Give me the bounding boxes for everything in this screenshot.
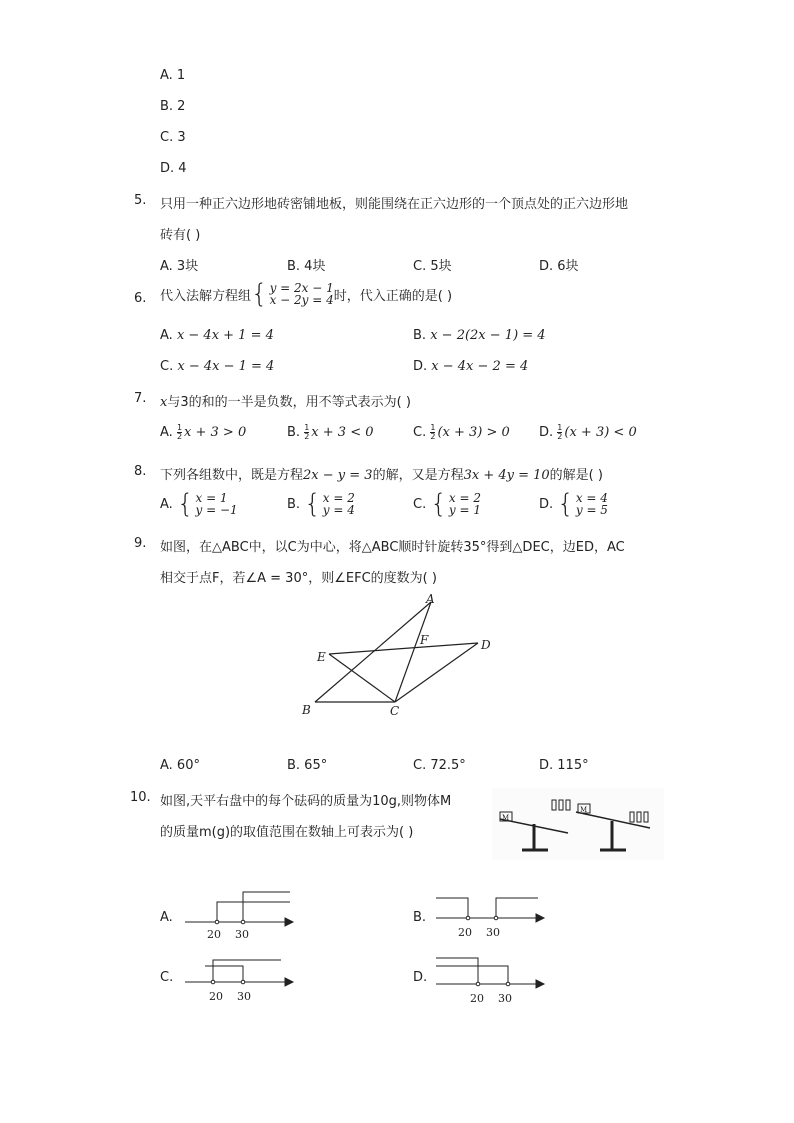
- svg-text:30: 30: [237, 990, 251, 1003]
- q6-option-a: A. x − 4x + 1 = 4: [160, 328, 274, 343]
- q4-option-b: B. 2: [160, 99, 186, 114]
- q10-stem-line1: 如图,天平右盘中的每个砝码的质量为10g,则物体M: [160, 794, 452, 809]
- q7-option-c: C. $\frac{1}{2}$ (x + 3) > 0: [413, 423, 510, 441]
- svg-text:30: 30: [235, 928, 249, 941]
- q5-stem-line2: 砖有( ): [160, 228, 201, 243]
- svg-text:20: 20: [458, 926, 472, 939]
- q5-option-c: C. 5块: [413, 259, 452, 274]
- q5-option-a: A. 3块: [160, 259, 199, 274]
- q9-number: 9.: [134, 536, 147, 551]
- q10-option-b-label: B.: [413, 910, 427, 925]
- q8-option-a: A. { x = 1 y = −1: [160, 489, 238, 519]
- q4-option-d: D. 4: [160, 161, 187, 176]
- svg-text:20: 20: [470, 992, 484, 1005]
- q9-figure: [295, 590, 500, 720]
- q6-option-b: B. x − 2(2x − 1) = 4: [413, 328, 546, 343]
- q6-system: { y = 2x − 1 x − 2y = 4: [251, 279, 334, 309]
- q9-segment-ed: [329, 643, 478, 654]
- q5-stem-line1: 只用一种正六边形地砖密铺地板，则能围绕在正六边形的一个顶点处的正六边形地: [160, 197, 629, 212]
- svg-text:30: 30: [486, 926, 500, 939]
- q9-label-d: D: [481, 638, 491, 652]
- q10-option-b-numberline: [436, 888, 548, 944]
- q6-number: 6.: [134, 291, 147, 306]
- q10-balance-figure: [492, 788, 664, 860]
- q9-label-b: B: [302, 703, 311, 717]
- q10-option-d-label: D.: [413, 970, 428, 985]
- q9-label-f: F: [420, 633, 429, 647]
- q4-option-a: A. 1: [160, 68, 186, 83]
- q6-eq2: x − 2y = 4: [269, 293, 334, 307]
- q10-stem-line2: 的质量m(g)的取值范围在数轴上可表示为( ): [160, 825, 414, 840]
- q10-option-d-numberline: [436, 952, 548, 1008]
- q6-option-c: C. x − 4x − 1 = 4: [160, 359, 275, 374]
- balance-left-m-label: M: [502, 814, 510, 822]
- q9-option-c: C. 72.5°: [413, 758, 466, 773]
- q5-number: 5.: [134, 193, 147, 208]
- q8-number: 8.: [134, 464, 147, 479]
- q6-option-d: D. x − 4x − 2 = 4: [413, 359, 529, 374]
- q7-var: x: [160, 395, 168, 410]
- svg-text:20: 20: [207, 928, 221, 941]
- q9-label-e: E: [317, 650, 326, 664]
- q9-stem-line1: 如图，在△ABC中，以C为中心，将△ABC顺时针旋转35°得到△DEC，边ED，AC: [160, 540, 625, 555]
- q10-option-c-numberline: [185, 952, 295, 1008]
- q6-stem-pre: 代入法解方程组: [160, 288, 252, 304]
- q9-segment-dc: [395, 643, 478, 702]
- q7-option-a: A. $\frac{1}{2}$ x + 3 > 0: [160, 423, 247, 441]
- q8-option-d: D. { x = 4 y = 5: [539, 489, 608, 519]
- q4-option-c: C. 3: [160, 130, 186, 145]
- q9-label-c: C: [390, 704, 400, 718]
- q7-stem: [160, 391, 411, 410]
- q10-option-a-numberline: [185, 888, 295, 944]
- q5-option-d: D. 6块: [539, 259, 579, 274]
- q9-label-a: A: [426, 592, 435, 606]
- q10-option-c-label: C.: [160, 970, 174, 985]
- q7-option-b: B. $\frac{1}{2}$ x + 3 < 0: [287, 423, 374, 441]
- q9-stem-line2: 相交于点F，若∠A = 30°，则∠EFC的度数为( ): [160, 571, 437, 586]
- q7-stem-text: 与3的和的一半是负数，用不等式表示为( ): [167, 395, 411, 410]
- q9-option-a: A. 60°: [160, 758, 200, 773]
- svg-text:30: 30: [498, 992, 512, 1005]
- q6-eq1: y = 2x − 1: [269, 281, 334, 295]
- q7-number: 7.: [134, 391, 147, 406]
- q10-option-a-label: A.: [160, 910, 173, 925]
- q8-option-c: C. { x = 2 y = 1: [413, 489, 482, 519]
- q7-option-d: D. $\frac{1}{2}$ (x + 3) < 0: [539, 423, 637, 441]
- q9-option-d: D. 115°: [539, 758, 589, 773]
- q9-option-b: B. 65°: [287, 758, 328, 773]
- q10-number: 10.: [130, 790, 151, 805]
- q8-option-b: B. { x = 2 y = 4: [287, 489, 355, 519]
- q6-stem-post: 时，代入正确的是( ): [333, 288, 453, 304]
- svg-text:20: 20: [209, 990, 223, 1003]
- balance-right-m-label: M: [580, 806, 588, 814]
- q5-option-b: B. 4块: [287, 259, 326, 274]
- q8-stem: 下列各组数中，既是方程2x − y = 3的解，又是方程3x + 4y = 10的解是( ): [160, 468, 603, 483]
- q6-stem: [160, 279, 453, 309]
